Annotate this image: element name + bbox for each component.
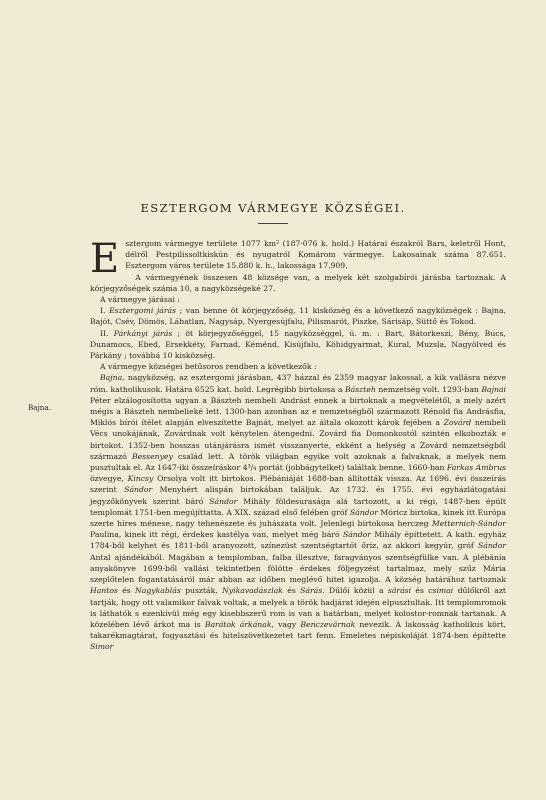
- intro-text: sztergom vármegye területe 1077 km² (187·076 k. hold.) Határai északról Bars, keletről Hont, délről Pestpilissoltkiskún és nyugatról Komárom vármegye. Lakosainak száma 87.651. Esztergom város területe 15.880 k. h., lakossága 17.909.: [125, 239, 506, 271]
- paragraph-bajna: Bajna, nagyközség, az esztergomi járásban, 437 házzal és 2359 magyar lakossal, a kik vallásra nézve róm. katholikusok. Határa 6525 kat. hold. Legrégibb birtokosa a Bászteh nemzetség volt. 1293-ban Bajnai Péter elzálogosította ugyan a Bászteh nembeli Andrást ennek a birtoknak a megvételétől, a mely azért mégis a Bászteh nembelieké lett. 1300-ban azonban az e nemzetségből származott Rénold fia Andrásfia, Miklós bírói ítélet alapján elveszítette Bajnát, melyet az általa okozott károk fejében a Zovárd nembeli Vécs unokájának, Zovárdnak volt kénytelen átengedni. Zovárd fia Domonkostól szintén elkobozták e birtokot. 1352-ben hosszas utánjárásra ismét visszanyerte, ekként a helység a Zovárd nemzetségből származó Bessenyey család lett. A török világban egyike volt azoknak a falvaknak, a melyek nem pusztultak el. Az 1647-iki összeíráskor 4³/₄ portát (jobbágytelket) találtak benne. 1660-ban Farkas Ambrus özvegye, Kincsy Orsolya volt itt birtokos. Plébániáját 1688-ban állították vissza. Az 1696. évi összeírás szerint Sándor Menyhért alispán birtokában találjuk. Az 1732. és 1755. évi egyházlátogatási jegyzőkönyvek szerint báró Sándor Mihály földesurasága alá tartozott, a ki régi, 1487-ben épült templomát 1751-ben megújíttatta. A XIX. század első felében gróf Sándor Móricz birtoka, kinek itt Európa szerte híres ménese, nagy tehenészete és juhászata volt. Jelenlegi birtokosa herczeg Metternich-Sándor Paulina, kinek itt régi, érdekes kastélya van, melyet még báró Sándor Mihály építtetett. A kath. egyház 1784-ből kelyhet és 1811-ből aranyozott, színezüst szentségtartót őriz, az akkori kegyúr, gróf Sándor Antal ajándékából. Magában a templomban, falba illesztve, faragványos szentségfülke van. A plébánia anyakönyve 1699-ből vallási tekintetben fölötte érdekes följegyzést tartalmaz, mely szűz Mária szeplőtelen fogantatásáról már abban az időben meglévő hitet igazolja. A község határához tartoznak Hantos és Nagykablás puszták, Nyikavadászlak és Sárás. Dűlői közül a sárási és csimai dűlőkről azt tartják, hogy ott valamikor falvak voltak, a melyek a török hadjárat idején elpusztultak. Itt templomromok is láthatók s ezenkívül még egy kisebbszerű rom is van a határban, melyet kolostor-romnak tartanak. A közelében lévő árkot ma is Barátok árkának, vagy Benczevárnak nevezik. A lakosság katholikus kört, takarékmagtárat, fogyasztási és hitelszövetkezetet tart fenn. Emeletes népiskoláját 1874-ben építtette Simor: [90, 373, 507, 652]
- paragraph-intro: [90, 236, 506, 282]
- paragraph-villages-heading: A vármegye községei betűsoros rendben a következők :: [100, 362, 317, 372]
- title-divider: [258, 223, 288, 224]
- paragraph-district-2: II. Párkányi járás ; öt körjegyzőséggel, 15 nagyközséggel, ú. m. : Bart, Bátorkeszi, Bény, Bucs, Dunamocs, Ebed, Ersekkéty, Farnad, Kéménd, Kisújfalu, Köhidgyarmat, Kural, Muzsla, Nagyölved és Párkány ; továbbá 10 kisközség.: [90, 328, 506, 361]
- paragraph-district-1: I. Esztergomi járás ; van benne öt körjegyzőség, 11 kisközség és a következő nagyközségek : Bajna, Bajót, Csév, Dömös, Lábatlan, Nagysáp, Nyergesújfalu, Pilismarót, Piszke, Sárisáp, Süttő és Tokod.: [90, 306, 506, 327]
- body-text: [90, 238, 506, 653]
- page-title: ESZTERGOM VÁRMEGYE KÖZSÉGEI.: [140, 201, 406, 215]
- paragraph-district-heading: A vármegye járásai :: [100, 295, 180, 305]
- paragraph-districts: A vármegyének összesen 48 községe van, a melyek két szolgabírói járásba tartoznak. A körjegyzőségek száma 10, a nagyközségeké 27.: [90, 272, 506, 293]
- margin-note: Bajna.: [28, 403, 51, 412]
- drop-cap: E: [90, 236, 120, 282]
